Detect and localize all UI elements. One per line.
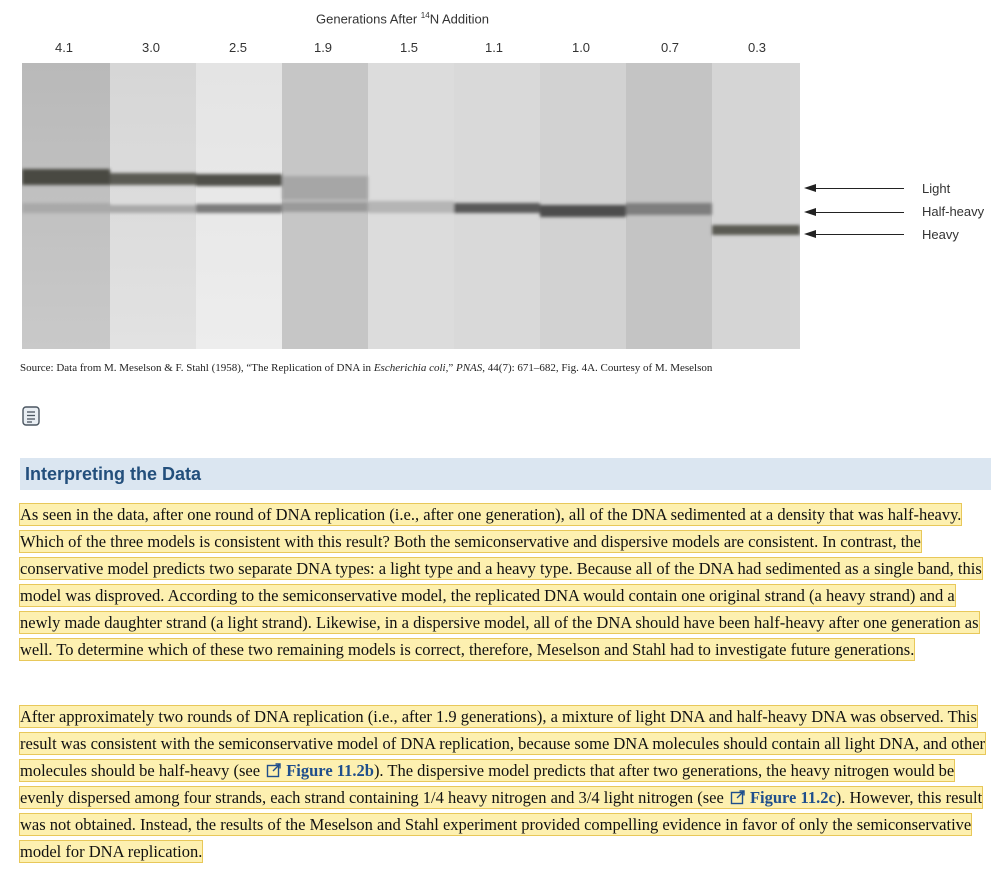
gel-band (22, 169, 110, 185)
lane-label: 4.1 (54, 40, 74, 55)
gel-band (282, 202, 368, 212)
gel-band (540, 205, 626, 217)
gel-band (22, 203, 110, 213)
gel-band (626, 203, 712, 215)
highlight[interactable]: After approximately two rounds of DNA replication (i.e., after 1.9 generations), a mixture of light DNA and half-heavy DNA was observed. This result was consistent with the semiconservative model of DNA replication, because some DNA molecules should contain all light DNA, and other molecules should be half-heavy (see Figure 11.2b). The dispersive model predicts that after two generations, the heavy nitrogen would be evenly dispersed among four strands, each strand containing 1/4 heavy nitrogen and 3/4 light nitrogen (see Figure 11.2c). However, this result was not obtained. Instead, the results of the Meselson and Stahl experiment provided compelling evidence in favor of only the semiconservative model for DNA replication. (20, 707, 986, 861)
band-label-light: Light (922, 181, 951, 196)
lane-label: 0.7 (660, 40, 680, 55)
paragraph-1 (20, 501, 988, 663)
section-header (20, 458, 991, 490)
arrow-line (810, 188, 904, 189)
figure-title: Generations After $^{14}$N Addition (316, 11, 489, 27)
arrow-line (810, 212, 904, 213)
external-link-icon (730, 789, 746, 805)
gel-band (196, 174, 282, 186)
figure-11-2b-link[interactable]: Figure 11.2b (286, 761, 374, 780)
band-label-heavy: Heavy (922, 227, 959, 242)
lane-label: 1.0 (571, 40, 591, 55)
arrow-line (810, 234, 904, 235)
lane-label: 1.9 (313, 40, 333, 55)
gel-band (454, 203, 540, 213)
gel-band (282, 176, 368, 200)
figure-11-2c-link[interactable]: Figure 11.2c (749, 788, 836, 807)
gel-band (196, 204, 282, 213)
paragraph-2 (20, 703, 988, 865)
external-link-icon (266, 762, 282, 778)
lane-label: 1.5 (399, 40, 419, 55)
gel-lane (712, 63, 800, 349)
band-label-half-heavy: Half-heavy (922, 204, 985, 219)
lane-label: 2.5 (228, 40, 248, 55)
gel-image (22, 63, 800, 349)
figure-source: Source: Data from M. Meselson & F. Stahl (1958), “The Replication of DNA in Escherichia coli,” PNAS, 44(7): 671–682, Fig. 4A. Courtesy of M. Meselson (20, 362, 713, 374)
gel-band (110, 205, 196, 213)
lane-label: 3.0 (141, 40, 161, 55)
notes-icon[interactable] (22, 406, 40, 426)
section-heading: Interpreting the Data (25, 464, 202, 484)
gel-band (110, 173, 196, 185)
lane-label: 1.1 (484, 40, 504, 55)
gel-band (368, 201, 454, 213)
lane-label: 0.3 (747, 40, 767, 55)
highlight[interactable]: As seen in the data, after one round of DNA replication (i.e., after one generation), all of the DNA sedimented at a density that was half-heavy. Which of the three models is consistent with this result? Both the semiconservative and dispersive models are consistent. In contrast, the conservative model predicts two separate DNA types: a light type and a heavy type. Because all of the DNA had sedimented as a single band, this model was disproved. According to the semiconservative model, the replicated DNA would contain one original strand (a heavy strand) and a newly made daughter strand (a light strand). Likewise, in a dispersive model, all of the DNA should have been half-heavy after one generation as well. To determine which of these two remaining models is correct, therefore, Meselson and Stahl had to investigate future generations. (20, 505, 982, 659)
gel-band (712, 225, 800, 235)
